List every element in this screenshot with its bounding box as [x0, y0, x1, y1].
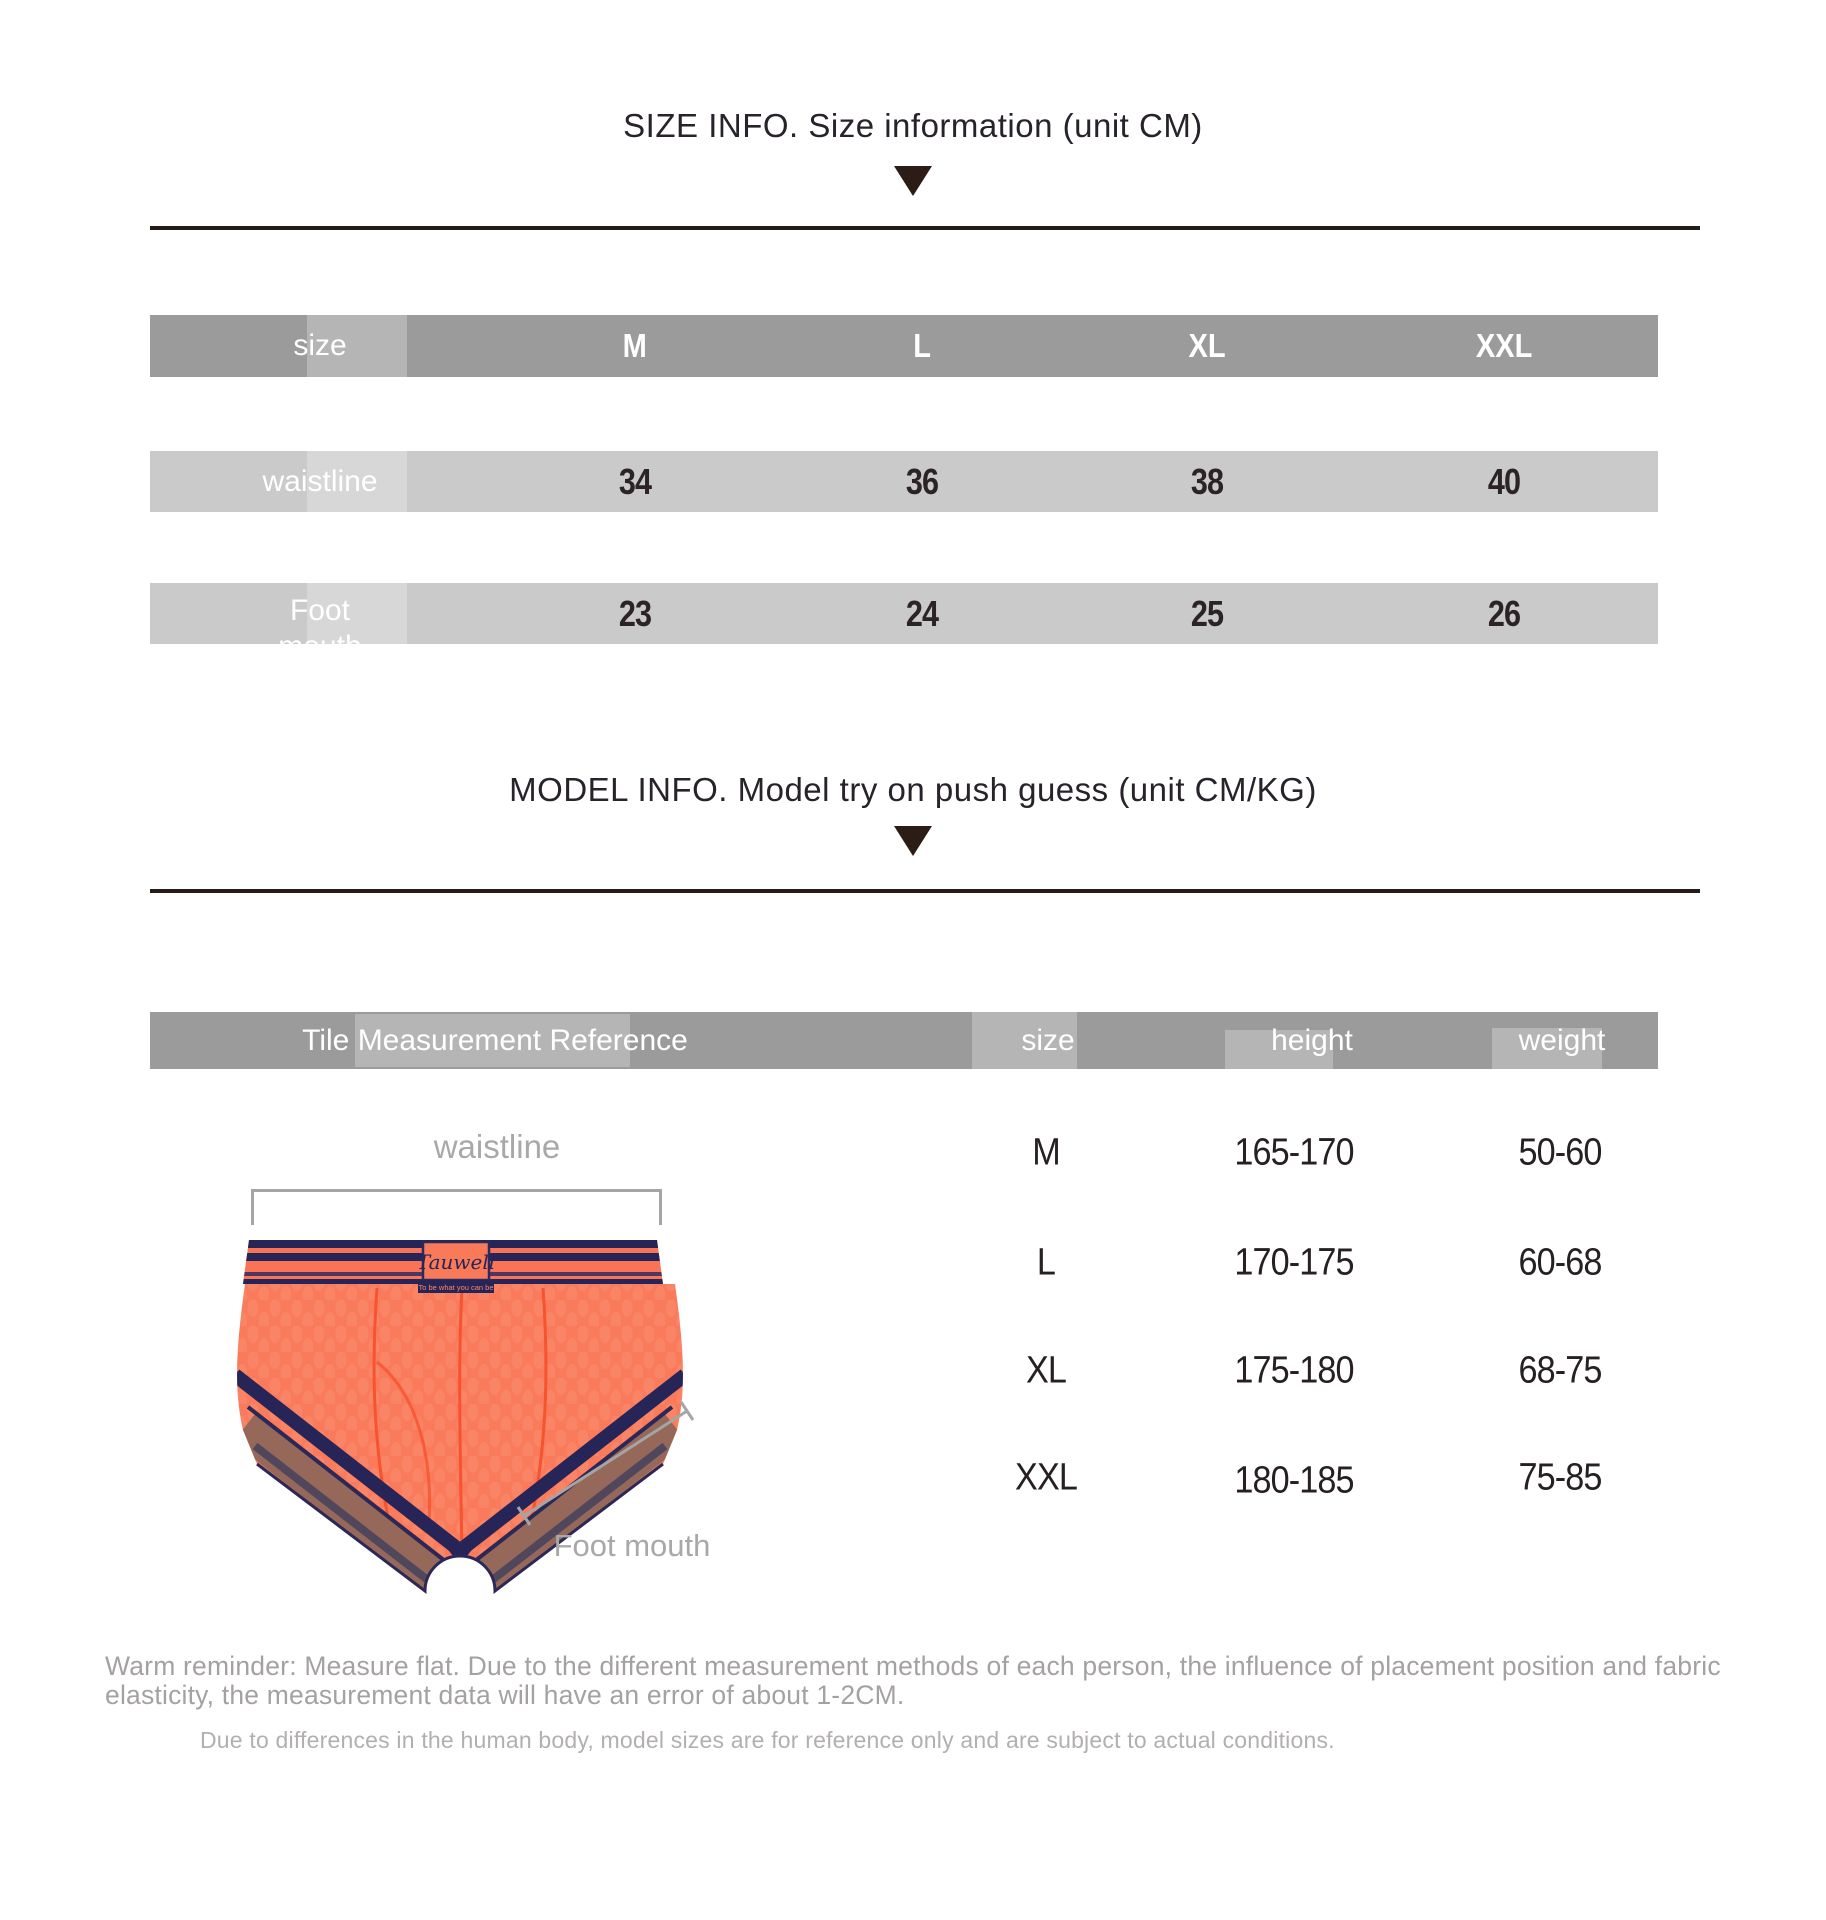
- waistline-annotation: waistline: [433, 1128, 561, 1165]
- model-row-xxl-size: XXL: [1015, 1456, 1077, 1499]
- model-col-size: size: [1021, 1024, 1075, 1057]
- size-info-title: SIZE INFO. Size information (unit CM): [623, 107, 1203, 144]
- size-table-header-xxl: XXL: [1475, 327, 1533, 364]
- down-triangle-icon: [894, 166, 932, 196]
- divider-rule: [150, 226, 1700, 230]
- model-row-m-height: 165-170: [1234, 1131, 1354, 1174]
- waistline-row: [150, 451, 1658, 512]
- size-table-header-size: size: [293, 329, 347, 362]
- foot-mouth-annotation: Foot mouth: [553, 1528, 711, 1563]
- size-table-header-m: M: [622, 327, 648, 364]
- waistline-l-value: 36: [906, 460, 939, 502]
- foot-label-line2: mouth: [278, 630, 362, 663]
- waistline-measure-bracket: [251, 1189, 662, 1225]
- model-row-xxl-weight: 75-85: [1518, 1456, 1602, 1499]
- model-row-xxl-height: 180-185: [1234, 1459, 1354, 1502]
- divider-rule: [150, 889, 1700, 893]
- waistline-xxl-value: 40: [1487, 460, 1521, 502]
- foot-mouth-row: [150, 583, 1658, 663]
- brand-name: Tauwell: [416, 1250, 496, 1274]
- tile-measurement-header: Tile Measurement Reference: [302, 1024, 688, 1057]
- foot-mouth-xxl-value: 26: [1487, 592, 1521, 634]
- model-row-l-weight: 60-68: [1518, 1241, 1602, 1284]
- model-col-weight: weight: [1518, 1024, 1606, 1057]
- model-info-title: MODEL INFO. Model try on push guess (unit CM/KG): [509, 771, 1317, 808]
- model-row-xl-size: XL: [1025, 1349, 1067, 1392]
- model-row-m-size: M: [1032, 1131, 1060, 1174]
- waistline-row-label: waistline: [262, 464, 378, 498]
- model-row-xl-weight: 68-75: [1518, 1349, 1602, 1392]
- down-triangle-icon: [894, 826, 932, 856]
- waistline-xl-value: 38: [1191, 460, 1224, 502]
- brand-slogan: To be what you can be: [418, 1283, 494, 1292]
- model-size-note: Due to differences in the human body, model sizes are for reference only and are subject to actual conditions.: [200, 1727, 1335, 1753]
- foot-mouth-measure-line: [505, 1390, 705, 1540]
- model-row-xl-height: 175-180: [1234, 1349, 1354, 1392]
- foot-mouth-l-value: 24: [906, 592, 939, 634]
- foot-mouth-m-value: 23: [618, 592, 652, 634]
- foot-mouth-xl-value: 25: [1191, 592, 1224, 634]
- brand-label: [417, 1242, 495, 1293]
- size-table-header-xl: XL: [1188, 327, 1227, 364]
- foot-label-line1: Foot: [289, 594, 350, 627]
- model-col-height: height: [1271, 1024, 1353, 1057]
- model-row-m-weight: 50-60: [1518, 1131, 1602, 1174]
- size-table-header-row: [150, 315, 1658, 377]
- warm-reminder-text: Warm reminder: Measure flat. Due to the different measurement methods of each person, the influence of placement position and fabric elasticity, the measurement data will have an error of about 1-2CM.: [105, 1651, 1721, 1710]
- size-table-header-l: L: [913, 327, 932, 364]
- waistline-m-value: 34: [618, 460, 652, 502]
- model-row-l-size: L: [1036, 1241, 1056, 1284]
- foot-mouth-row-label: [150, 583, 490, 663]
- model-row-l-height: 170-175: [1234, 1241, 1354, 1284]
